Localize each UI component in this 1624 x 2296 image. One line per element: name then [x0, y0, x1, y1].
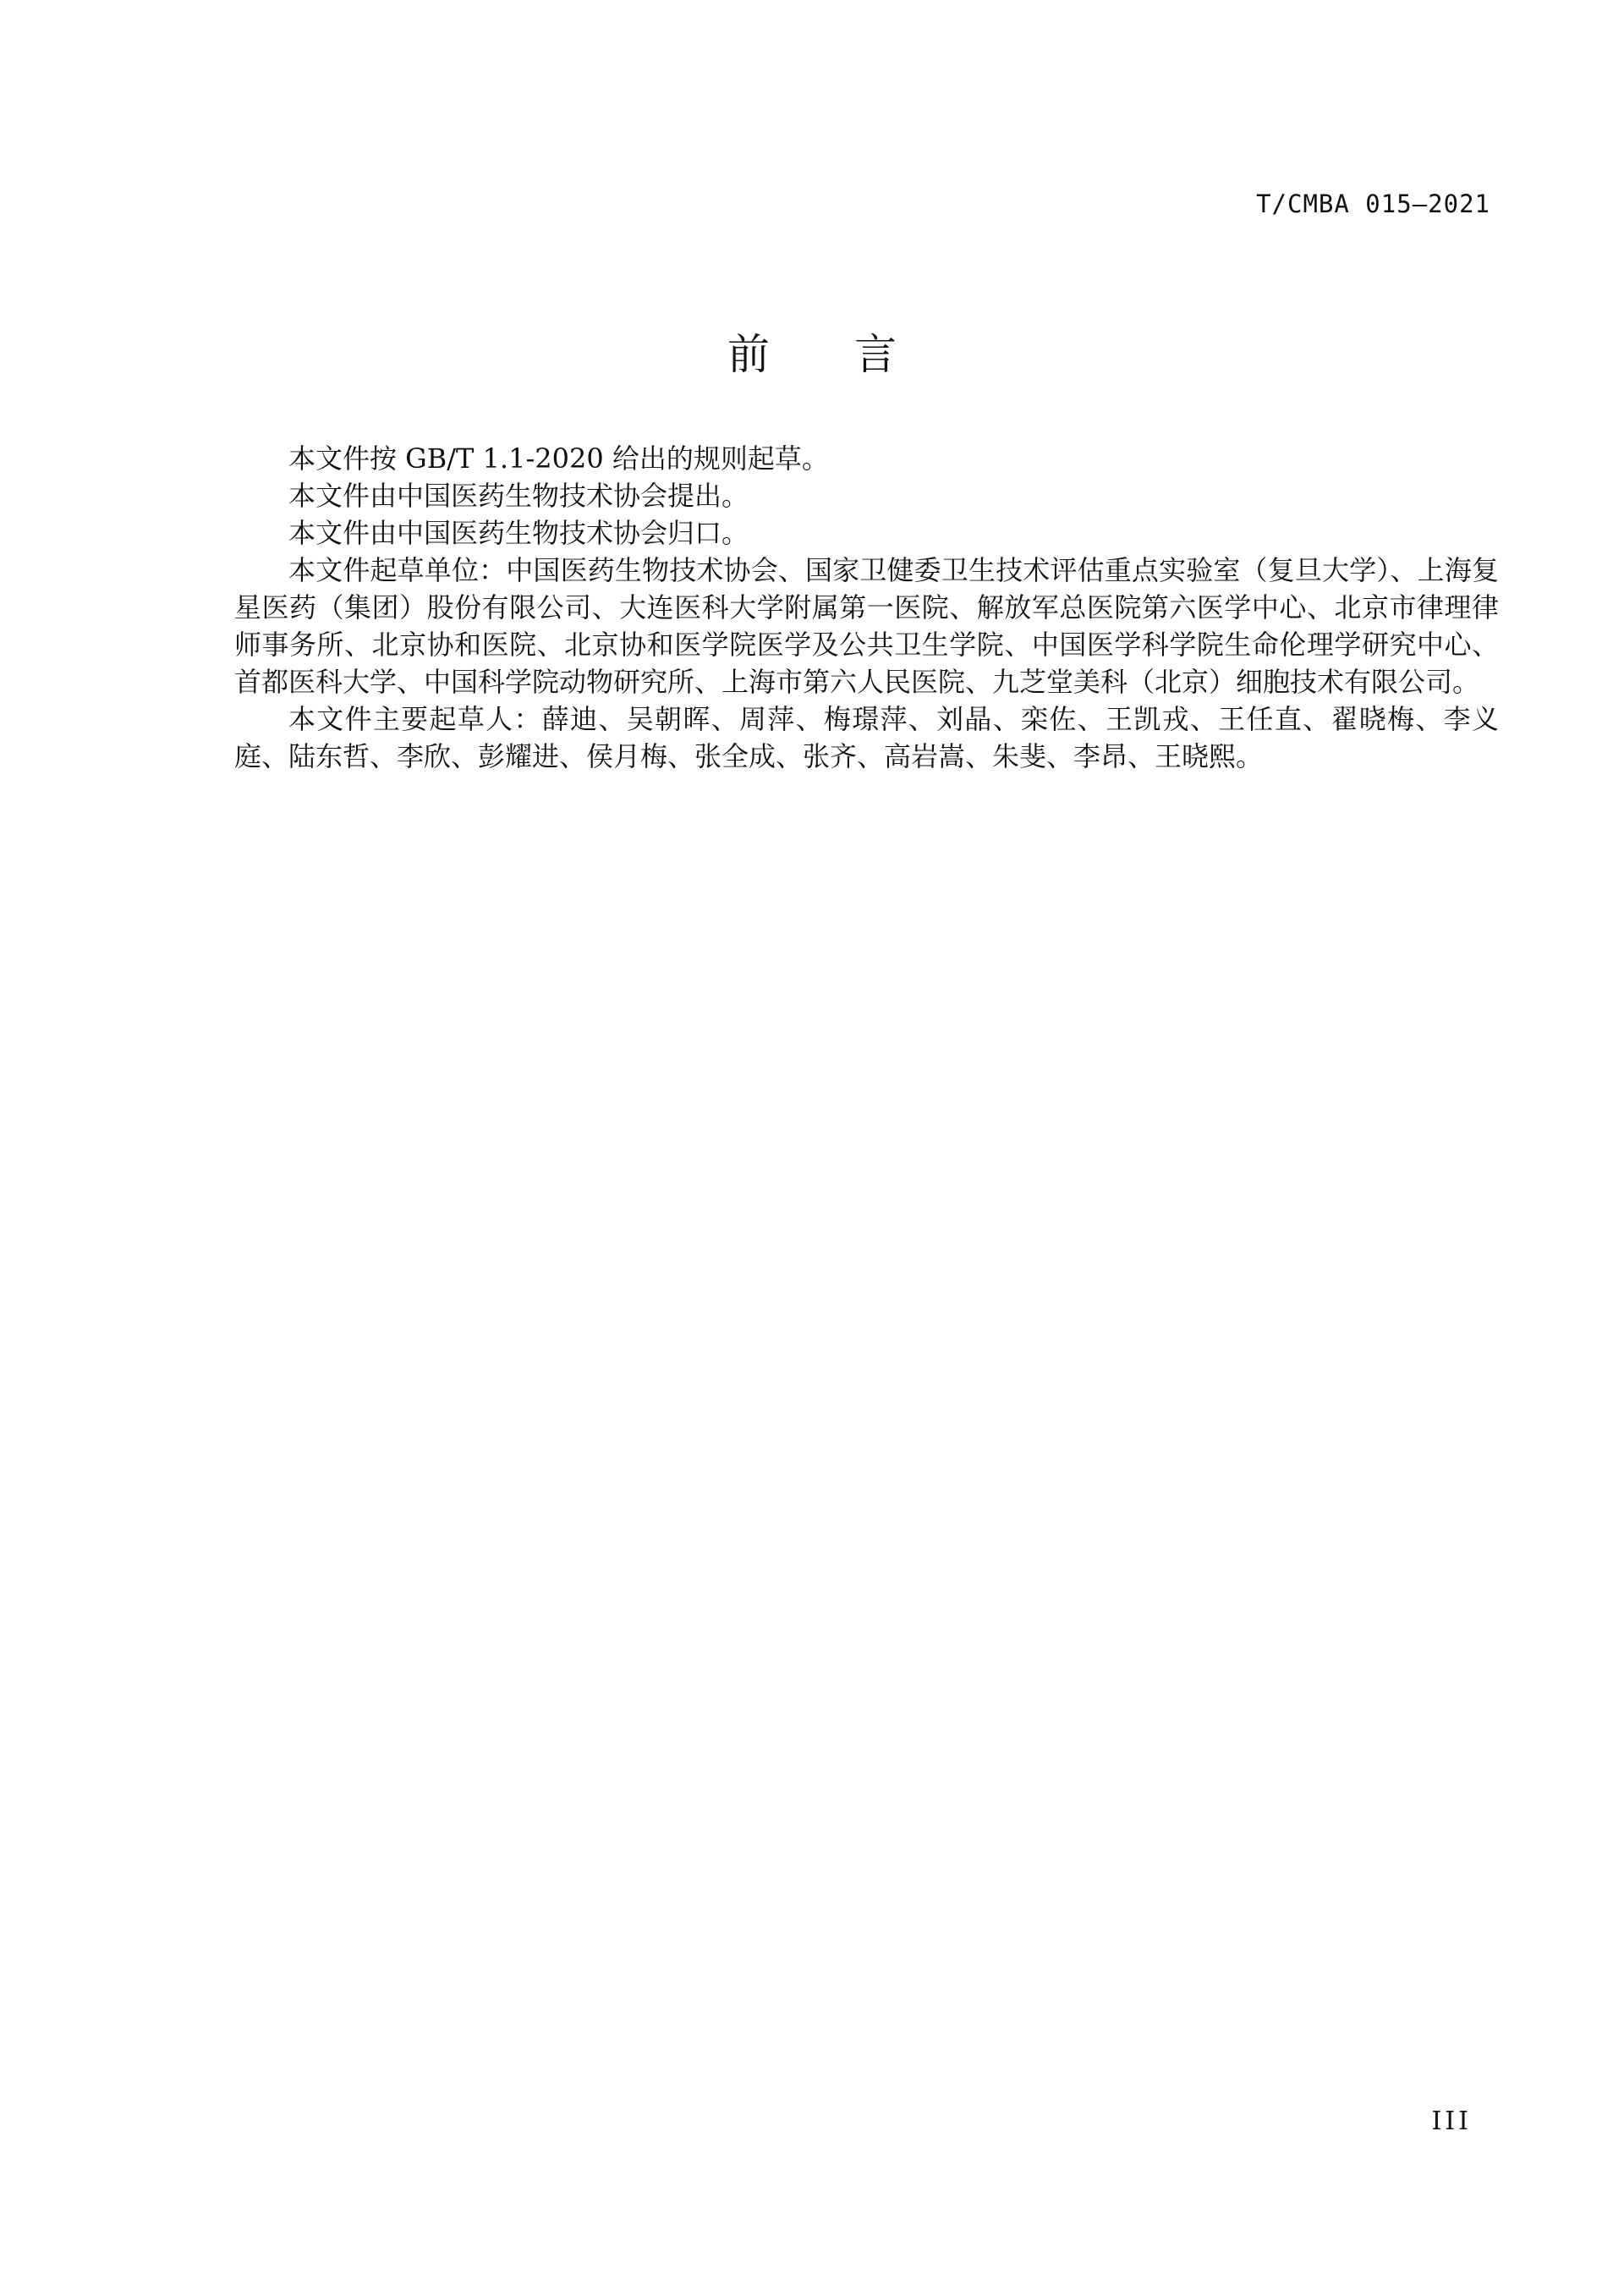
document-body [234, 440, 1499, 775]
paragraph-drafting-units: 本文件起草单位：中国医药生物技术协会、国家卫健委卫生技术评估重点实验室（复旦大学）、上海复星医药（集团）股份有限公司、大连医科大学附属第一医院、解放军总医院第六医学中心、北京市律理律师事务所、北京协和医院、北京协和医学院医学及公共卫生学院、中国医学科学院生命伦理学研究中心、首都医科大学、中国科学院动物研究所、上海市第六人民医院、九芝堂美科（北京）细胞技术有限公司。 [234, 554, 1499, 698]
paragraph-proposer: 本文件由中国医药生物技术协会提出。 [288, 480, 749, 512]
paragraph-drafters: 本文件主要起草人：薛迪、吴朝晖、周萍、梅璟萍、刘晶、栾佐、王凯戎、王任直、翟晓梅、李义庭、陆东哲、李欣、彭耀进、侯月梅、张全成、张齐、高岩嵩、朱斐、李昂、王晓熙。 [234, 703, 1499, 772]
document-code: T/CMBA 015—2021 [1256, 190, 1490, 218]
page-title: 前言 [727, 329, 981, 379]
paragraph-drafting-rules: 本文件按 GB/T 1.1-2020 给出的规则起草。 [288, 442, 829, 475]
paragraph-administrator: 本文件由中国医药生物技术协会归口。 [288, 517, 749, 549]
page-number: III [1431, 2106, 1472, 2136]
